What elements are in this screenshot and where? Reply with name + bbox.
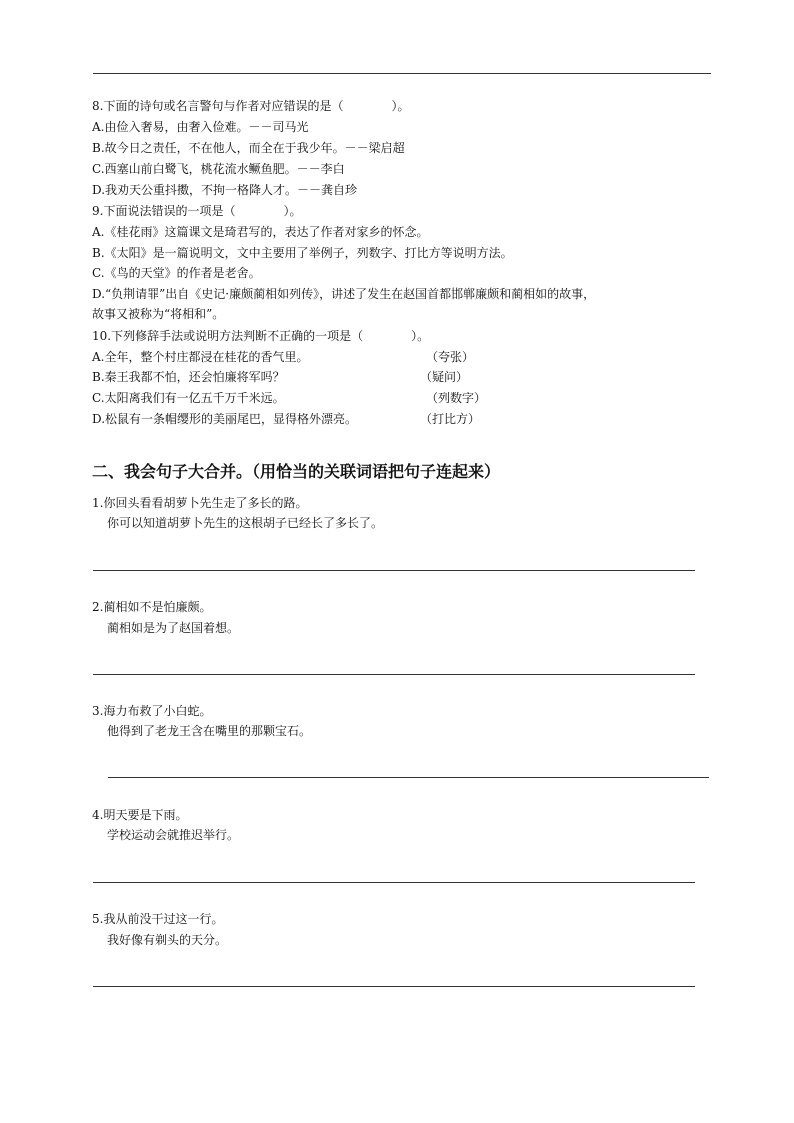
q8-stem: 8.下面的诗句或名言警句与作者对应错误的是（ ）。: [92, 99, 410, 113]
q10-option-c: C.太阳离我们有一亿五千万千米远。: [92, 391, 285, 405]
s2-item-4-b: 学校运动会就推迟举行。: [107, 828, 240, 842]
q10-option-b: B.秦王我都不怕，还会怕廉将军吗？: [92, 370, 285, 384]
q8-option-c: C.西塞山前白鹭飞，桃花流水鳜鱼肥。－－李白: [92, 162, 345, 176]
s2-item-5-a: 5.我从前没干过这一行。: [92, 912, 224, 926]
s2-item-3-a: 3.海力布救了小白蛇。: [92, 704, 212, 718]
s2-item-5-answer-line[interactable]: [93, 986, 695, 987]
q10-option-d: D.松鼠有一条帽缨形的美丽尾巴，显得格外漂亮。: [92, 412, 358, 426]
s2-item-3-b: 他得到了老龙王含在嘴里的那颗宝石。: [107, 724, 312, 738]
q9-option-b: B.《太阳》是一篇说明文，文中主要用了举例子，列数字、打比方等说明方法。: [92, 246, 513, 260]
q10-option-a: A.全年，整个村庄都浸在桂花的香气里。: [92, 350, 309, 364]
q8-option-d: D.我劝天公重抖擞，不拘一格降人才。－－龚自珍: [92, 183, 358, 197]
s2-item-3-answer-line[interactable]: [108, 777, 709, 778]
q10-option-d-tag: （打比方）: [420, 412, 481, 426]
s2-item-1-answer-line[interactable]: [93, 570, 695, 571]
q10-option-c-tag: （列数字）: [426, 391, 487, 405]
q8-option-b: B.故今日之责任，不在他人，而全在于我少年。－－梁启超: [92, 141, 405, 155]
q9-option-a: A.《桂花雨》这篇课文是琦君写的，表达了作者对家乡的怀念。: [92, 225, 429, 239]
section-2-title: 二、我会句子大合并。（用恰当的关联词语把句子连起来）: [92, 462, 501, 481]
q10-stem: 10.下列修辞手法或说明方法判断不正确的一项是（ ）。: [92, 329, 430, 343]
q10-option-a-tag: （夸张）: [426, 350, 475, 364]
header-rule: [93, 73, 711, 74]
s2-item-4-answer-line[interactable]: [93, 882, 695, 883]
s2-item-2-a: 2.蔺相如不是怕廉颇。: [92, 600, 212, 614]
q10-option-b-tag: （疑问）: [420, 370, 469, 384]
q9-option-d: D.“负荆请罪”出自《史记·廉颇蔺相如列传》，讲述了发生在赵国首都邯郸廉颇和蔺相如的故事，: [92, 287, 596, 301]
s2-item-4-a: 4.明天要是下雨。: [92, 808, 188, 822]
q9-option-c: C.《鸟的天堂》的作者是老舍。: [92, 266, 261, 280]
s2-item-2-b: 蔺相如是为了赵国着想。: [107, 621, 240, 635]
q9-stem: 9.下面说法错误的一项是（ ）。: [92, 204, 302, 218]
q8-option-a: A.由俭入奢易，由奢入俭难。－－司马光: [92, 120, 309, 134]
q9-option-d-cont: 故事又被称为“将相和”。: [92, 307, 225, 321]
s2-item-1-b: 你可以知道胡萝卜先生的这根胡子已经长了多长了。: [107, 516, 384, 530]
s2-item-5-b: 我好像有剃头的天分。: [107, 933, 228, 947]
s2-item-1-a: 1.你回头看看胡萝卜先生走了多长的路。: [92, 496, 308, 510]
s2-item-2-answer-line[interactable]: [93, 674, 695, 675]
